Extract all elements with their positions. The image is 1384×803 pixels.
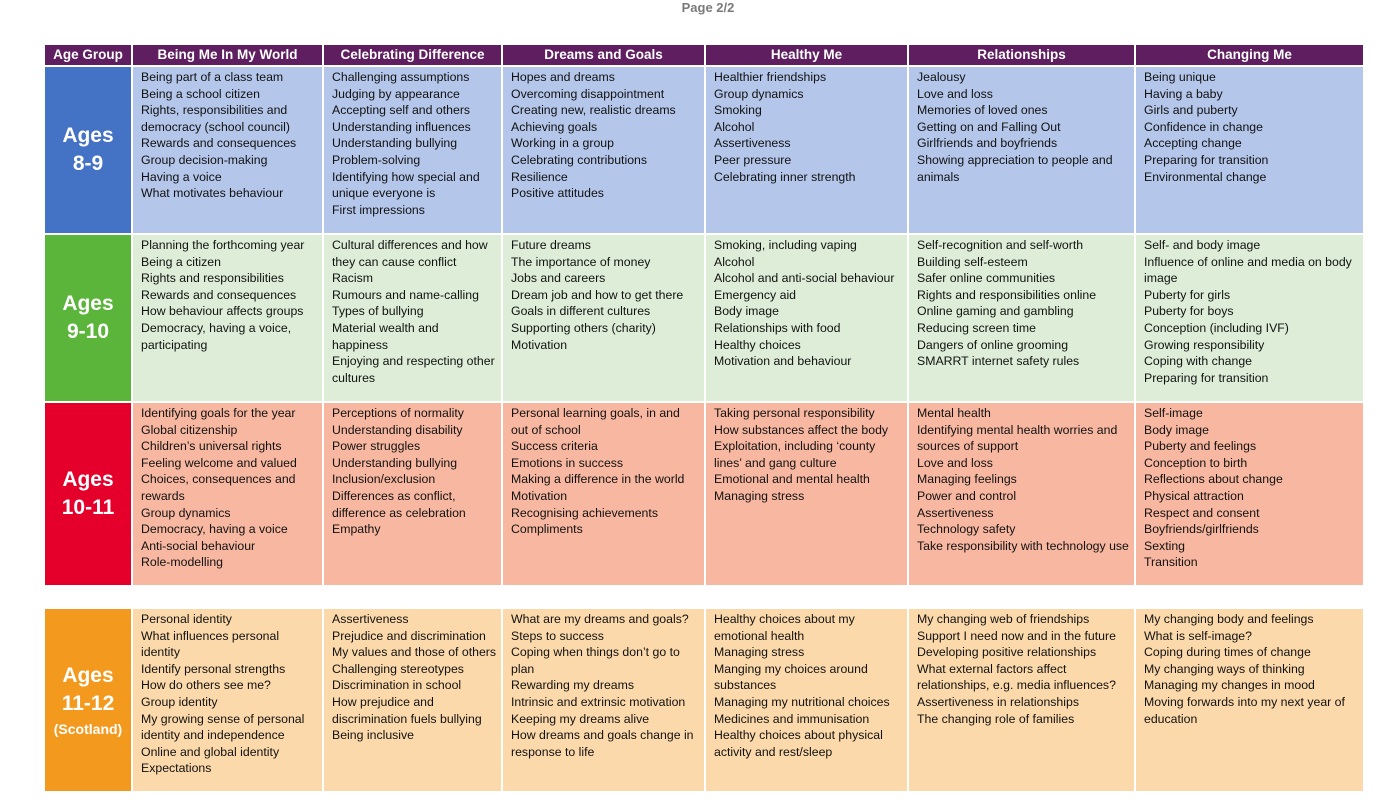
row-spacer: [45, 585, 1363, 607]
topic-item: Healthy choices about my emotional health: [714, 612, 855, 643]
topic-item: Creating new, realistic dreams: [511, 103, 676, 118]
topic-item: What motivates behaviour: [141, 186, 284, 201]
topic-item: Enjoying and respecting other cultures: [332, 354, 495, 385]
topic-item: Alcohol and anti-social behaviour: [714, 271, 895, 286]
topic-item: How do others see me?: [141, 678, 271, 693]
topic-item: The changing role of families: [917, 711, 1075, 726]
topic-item: Online and global identity: [141, 744, 280, 759]
cell-dreams-goals: [503, 609, 706, 791]
topic-item: Role-modelling: [141, 555, 224, 570]
table-row-ages-8-9: [45, 65, 1363, 233]
topic-item: Power struggles: [332, 439, 421, 454]
topic-item: Preparing for transition: [1144, 152, 1269, 167]
topic-item: Motivation and behaviour: [714, 354, 852, 369]
cell-celebrating-difference: [324, 403, 503, 585]
cell-healthy-me: [706, 67, 909, 233]
cell-being-me: [133, 609, 324, 791]
topic-item: Celebrating inner strength: [714, 169, 856, 184]
topic-item: My changing ways of thinking: [1144, 661, 1305, 676]
age-range: 9-10: [66, 320, 110, 343]
cell-being-me: [133, 67, 324, 233]
cell-changing-me: [1136, 609, 1363, 791]
cell-dreams-goals: [503, 235, 706, 401]
cell-healthy-me: [706, 609, 909, 791]
topic-item: Supporting others (charity): [511, 320, 656, 335]
age-word: Ages: [62, 292, 114, 315]
cell-relationships: [909, 67, 1136, 233]
cell-dreams-goals: [503, 67, 706, 233]
topic-item: Feeling welcome and valued: [141, 455, 297, 470]
topic-item: Working in a group: [511, 136, 614, 151]
age-range: 10-11: [61, 496, 115, 519]
topic-item: Challenging assumptions: [332, 70, 470, 84]
topic-item: What is self-image?: [1144, 628, 1252, 643]
topic-item: Cultural differences and how they can cause conflict: [332, 238, 488, 269]
topic-item: Group dynamics: [141, 505, 231, 520]
cell-changing-me: [1136, 403, 1363, 585]
cell-relationships: [909, 235, 1136, 401]
topic-item: Choices, consequences and rewards: [141, 472, 296, 503]
topic-item: Understanding influences: [332, 119, 471, 134]
topic-item: Being a school citizen: [141, 86, 260, 101]
topic-item: Self- and body image: [1144, 238, 1261, 252]
topic-item: Manging my choices around substances: [714, 661, 868, 693]
topic-item: Dream job and how to get there: [511, 287, 684, 302]
topic-item: Intrinsic and extrinsic motivation: [511, 694, 686, 709]
topic-item: Moving forwards into my next year of education: [1144, 694, 1345, 726]
topic-item: Group decision-making: [141, 152, 268, 167]
topic-item: Puberty for girls: [1144, 287, 1231, 302]
topic-item: Assertiveness: [714, 136, 791, 151]
topic-item: Compliments: [511, 522, 583, 537]
topic-item: Dangers of online grooming: [917, 337, 1069, 352]
topic-item: Healthier friendships: [714, 70, 827, 84]
topic-item: Environmental change: [1144, 169, 1267, 184]
topic-item: Planning the forthcoming year: [141, 238, 305, 252]
topic-item: Recognising achievements: [511, 505, 658, 520]
topic-item: Rumours and name-calling: [332, 287, 479, 302]
topic-item: Rights and responsibilities: [141, 271, 284, 286]
topic-item: Perceptions of normality: [332, 406, 464, 420]
topic-item: Understanding bullying: [332, 136, 458, 151]
cell-celebrating-difference: [324, 235, 503, 401]
header-celebrating-difference: Celebrating Difference: [324, 45, 503, 65]
topic-item: Managing feelings: [917, 472, 1017, 487]
topic-item: Online gaming and gambling: [917, 304, 1074, 319]
topic-item: Group identity: [141, 694, 218, 709]
topic-item: Coping during times of change: [1144, 645, 1311, 660]
topic-item: Achieving goals: [511, 119, 598, 134]
cell-changing-me: [1136, 235, 1363, 401]
topic-item: Assertiveness: [917, 505, 994, 520]
topic-item: Children’s universal rights: [141, 439, 282, 454]
topic-item: My changing web of friendships: [917, 612, 1090, 626]
topic-item: Expectations: [141, 761, 212, 776]
topic-item: Challenging stereotypes: [332, 661, 464, 676]
topic-item: Relationships with food: [714, 320, 841, 335]
topic-item: Preparing for transition: [1144, 370, 1269, 385]
topic-item: Identifying mental health worries and sources of support: [917, 422, 1118, 454]
topic-item: Having a voice: [141, 169, 222, 184]
topic-item: Managing stress: [714, 645, 805, 660]
header-healthy-me: Healthy Me: [706, 45, 909, 65]
topic-item: Jealousy: [917, 70, 966, 84]
age-range: 11-12: [61, 692, 115, 715]
topic-item: Physical attraction: [1144, 488, 1244, 503]
topic-item: Keeping my dreams alive: [511, 711, 650, 726]
topic-item: How dreams and goals change in response to life: [511, 728, 694, 759]
topic-item: Power and control: [917, 488, 1017, 503]
topic-item: Respect and consent: [1144, 505, 1260, 520]
topic-item: Alcohol: [714, 254, 755, 269]
topic-item: Conception (including IVF): [1144, 320, 1289, 335]
topic-item: Smoking, including vaping: [714, 238, 857, 252]
topic-item: Managing my changes in mood: [1144, 678, 1315, 693]
age-word: Ages: [62, 468, 114, 491]
header-changing-me: Changing Me: [1136, 45, 1363, 65]
topic-item: Coping with change: [1144, 354, 1253, 369]
topic-item: Assertiveness: [332, 612, 409, 626]
topic-item: Exploitation, including ‘county lines’ and gang culture: [714, 439, 876, 470]
topic-item: Motivation: [511, 337, 568, 352]
topic-item: Celebrating contributions: [511, 152, 648, 167]
age-label-8-9: [45, 67, 133, 233]
topic-item: Motivation: [511, 488, 568, 503]
topic-item: Take responsibility with technology use: [917, 538, 1129, 553]
topic-item: Problem-solving: [332, 152, 421, 167]
topic-item: Positive attitudes: [511, 186, 604, 201]
topic-item: Support I need now and in the future: [917, 628, 1116, 643]
topic-item: Differences as conflict, difference as celebration: [332, 488, 466, 520]
page-number: Page 2/2: [681, 0, 735, 15]
age-word: Ages: [62, 664, 114, 687]
topic-item: Types of bullying: [332, 304, 424, 319]
topic-item: How substances affect the body: [714, 422, 889, 437]
topic-item: Confidence in change: [1144, 119, 1263, 134]
topic-item: Being a citizen: [141, 254, 221, 269]
topic-item: Accepting change: [1144, 136, 1242, 151]
topic-item: What external factors affect relationships, e.g. media influences?: [917, 661, 1116, 693]
topic-item: My changing body and feelings: [1144, 612, 1314, 626]
topic-item: Global citizenship: [141, 422, 238, 437]
topic-item: Puberty for boys: [1144, 304, 1234, 319]
topic-item: Democracy, having a voice: [141, 522, 288, 537]
topic-item: Girlfriends and boyfriends: [917, 136, 1058, 151]
topic-item: Emergency aid: [714, 287, 797, 302]
topic-item: Influence of online and media on body image: [1144, 254, 1352, 286]
topic-item: Resilience: [511, 169, 568, 184]
topic-item: Showing appreciation to people and animals: [917, 152, 1113, 184]
topic-item: Material wealth and happiness: [332, 320, 439, 352]
age-label-10-11: [45, 403, 133, 585]
curriculum-table: [45, 45, 1363, 791]
topic-item: Accepting self and others: [332, 103, 471, 118]
topic-item: Sexting: [1144, 538, 1186, 553]
topic-item: Steps to success: [511, 628, 604, 643]
topic-item: How prejudice and discrimination fuels bullying: [332, 694, 482, 726]
topic-item: Identify personal strengths: [141, 661, 286, 676]
topic-item: Rewarding my dreams: [511, 678, 635, 693]
topic-item: Boyfriends/girlfriends: [1144, 522, 1259, 537]
topic-item: Managing stress: [714, 488, 805, 503]
topic-item: Inclusion/exclusion: [332, 472, 436, 487]
topic-item: Prejudice and discrimination: [332, 628, 486, 643]
cell-being-me: [133, 403, 324, 585]
table-row-ages-9-10: [45, 233, 1363, 401]
topic-item: Jobs and careers: [511, 271, 606, 286]
topic-item: Self-image: [1144, 406, 1203, 420]
topic-item: Emotional and mental health: [714, 472, 870, 487]
topic-item: Goals in different cultures: [511, 304, 651, 319]
cell-dreams-goals: [503, 403, 706, 585]
header-relationships: Relationships: [909, 45, 1136, 65]
topic-item: Assertiveness in relationships: [917, 694, 1079, 709]
topic-item: Empathy: [332, 522, 381, 537]
topic-item: Building self-esteem: [917, 254, 1028, 269]
topic-item: Being part of a class team: [141, 70, 284, 84]
topic-item: Democracy, having a voice, participating: [141, 320, 292, 352]
topic-item: Being unique: [1144, 70, 1216, 84]
topic-item: Anti-social behaviour: [141, 538, 256, 553]
age-range: 8-9: [72, 152, 104, 175]
header-dreams-goals: Dreams and Goals: [503, 45, 706, 65]
topic-item: Conception to birth: [1144, 455, 1248, 470]
topic-item: Group dynamics: [714, 86, 804, 101]
topic-item: Hopes and dreams: [511, 70, 615, 84]
topic-item: Rewards and consequences: [141, 136, 297, 151]
topic-item: Alcohol: [714, 119, 755, 134]
topic-item: Transition: [1144, 555, 1198, 570]
cell-healthy-me: [706, 235, 909, 401]
topic-item: Taking personal responsibility: [714, 406, 875, 420]
topic-item: Peer pressure: [714, 152, 792, 167]
topic-item: What are my dreams and goals?: [511, 612, 689, 626]
topic-item: How behaviour affects groups: [141, 304, 304, 319]
cell-healthy-me: [706, 403, 909, 585]
topic-item: SMARRT internet safety rules: [917, 354, 1080, 369]
topic-item: Understanding bullying: [332, 455, 458, 470]
cell-relationships: [909, 609, 1136, 791]
topic-item: Healthy choices: [714, 337, 801, 352]
cell-celebrating-difference: [324, 609, 503, 791]
topic-item: The importance of money: [511, 254, 651, 269]
cell-changing-me: [1136, 67, 1363, 233]
topic-item: Developing positive relationships: [917, 645, 1097, 660]
header-being-me: Being Me In My World: [133, 45, 324, 65]
topic-item: Discrimination in school: [332, 678, 462, 693]
topic-item: Love and loss: [917, 455, 993, 470]
topic-item: Racism: [332, 271, 373, 286]
topic-item: My growing sense of personal identity and independence: [141, 711, 305, 743]
topic-item: Rights and responsibilities online: [917, 287, 1097, 302]
topic-item: First impressions: [332, 202, 425, 217]
topic-item: Understanding disability: [332, 422, 463, 437]
cell-being-me: [133, 235, 324, 401]
cell-relationships: [909, 403, 1136, 585]
topic-item: Rights, responsibilities and democracy (school council): [141, 103, 290, 134]
topic-item: Technology safety: [917, 522, 1016, 537]
table-row-ages-11-12: [45, 607, 1363, 791]
topic-item: Personal learning goals, in and out of school: [511, 406, 680, 437]
table-row-ages-10-11: [45, 401, 1363, 585]
topic-item: Girls and puberty: [1144, 103, 1238, 118]
topic-item: Healthy choices about physical activity and rest/sleep: [714, 728, 883, 759]
age-label-11-12: [45, 609, 133, 791]
age-region-note: (Scotland): [53, 721, 123, 737]
topic-item: Emotions in success: [511, 455, 624, 470]
topic-item: Safer online communities: [917, 271, 1056, 286]
topic-item: Love and loss: [917, 86, 993, 101]
topic-item: Overcoming disappointment: [511, 86, 665, 101]
topic-item: Growing responsibility: [1144, 337, 1265, 352]
topic-item: Coping when things don’t go to plan: [511, 645, 680, 676]
topic-item: Rewards and consequences: [141, 287, 297, 302]
topic-item: Having a baby: [1144, 86, 1223, 101]
topic-item: Puberty and feelings: [1144, 439, 1257, 454]
topic-item: Getting on and Falling Out: [917, 119, 1061, 134]
topic-item: Personal identity: [141, 612, 232, 626]
topic-item: Self-recognition and self-worth: [917, 238, 1084, 252]
cell-celebrating-difference: [324, 67, 503, 233]
topic-item: Making a difference in the world: [511, 472, 685, 487]
topic-item: Judging by appearance: [332, 86, 460, 101]
topic-item: Body image: [714, 304, 779, 319]
topic-item: Reflections about change: [1144, 472, 1283, 487]
topic-item: My values and those of others: [332, 645, 497, 660]
age-label-9-10: [45, 235, 133, 401]
topic-item: Identifying how special and unique everyone is: [332, 169, 480, 201]
topic-item: Being inclusive: [332, 728, 415, 743]
header-age-group: Age Group: [45, 45, 133, 65]
topic-item: Memories of loved ones: [917, 103, 1048, 118]
topic-item: Body image: [1144, 422, 1209, 437]
topic-item: Managing my nutritional choices: [714, 694, 890, 709]
topic-item: What influences personal identity: [141, 628, 280, 660]
table-header-row: [45, 45, 1363, 65]
age-word: Ages: [62, 124, 114, 147]
topic-item: Reducing screen time: [917, 320, 1036, 335]
topic-item: Success criteria: [511, 439, 598, 454]
topic-item: Mental health: [917, 406, 991, 420]
topic-item: Medicines and immunisation: [714, 711, 870, 726]
topic-item: Identifying goals for the year: [141, 406, 296, 420]
topic-item: Future dreams: [511, 238, 591, 252]
topic-item: Smoking: [714, 103, 762, 118]
